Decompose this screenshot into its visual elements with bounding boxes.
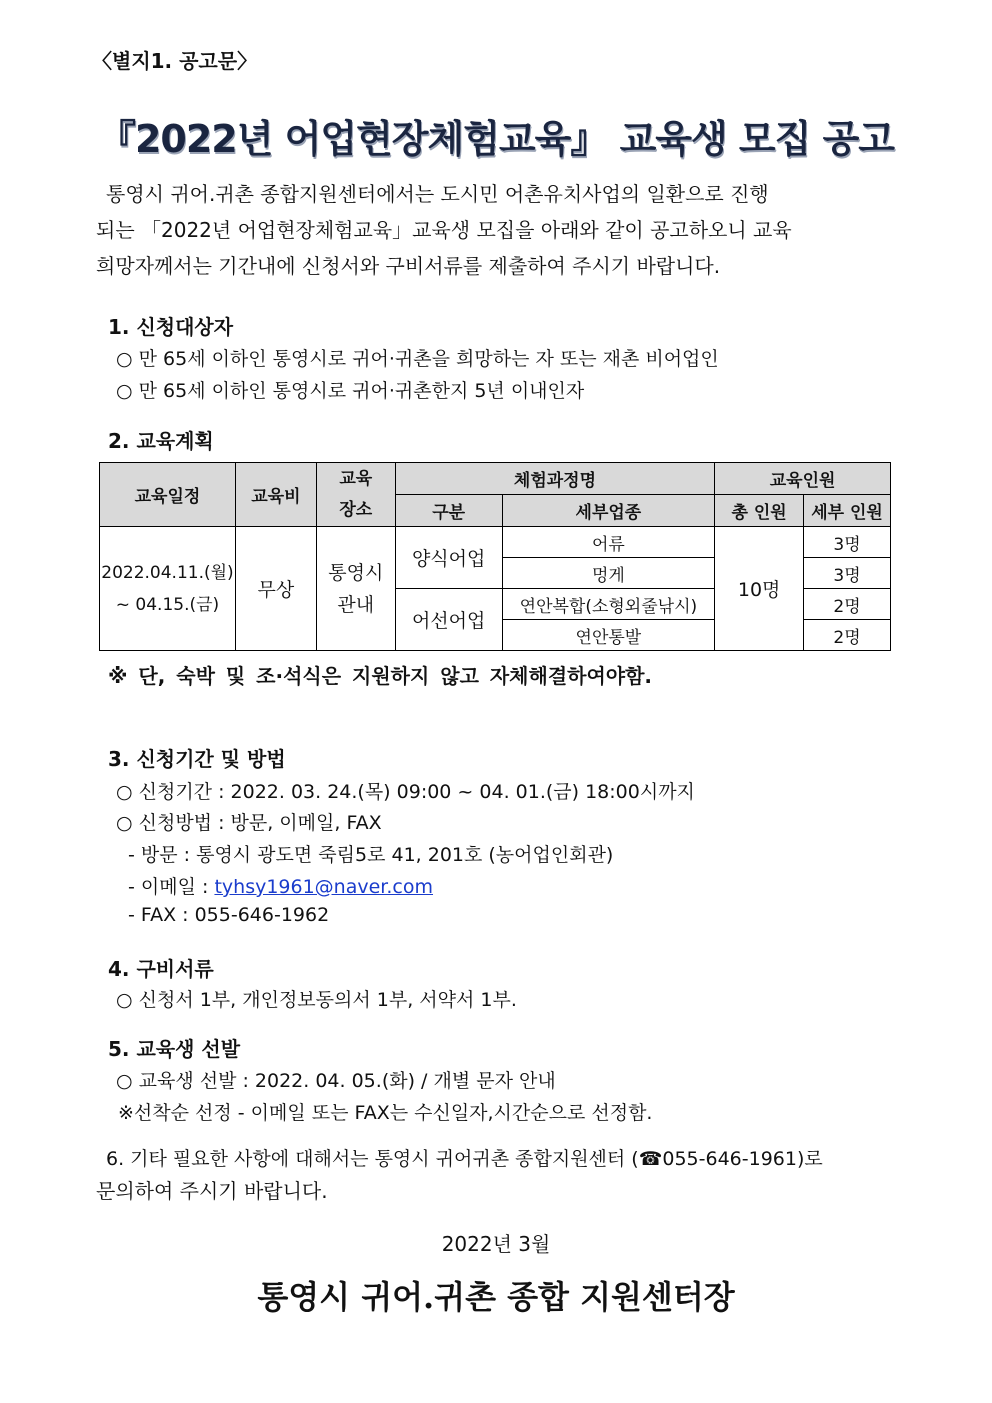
- header-schedule: 교육일정: [100, 463, 236, 527]
- section6-line-2: 문의하여 주시기 바랍니다.: [96, 1179, 328, 1203]
- email-label: - 이메일 :: [128, 876, 215, 898]
- cell-detail: 멍게: [502, 558, 715, 589]
- section3-email-line: [128, 872, 433, 899]
- header-fee: 교육비: [235, 463, 316, 527]
- header-people: 교육인원: [715, 463, 891, 495]
- section6-line-1: 6. 기타 필요한 사항에 대해서는 통영시 귀어귀촌 종합지원센터 (☎055-646-1961)로: [106, 1148, 823, 1170]
- section6-paragraph: [96, 1143, 896, 1207]
- section5-note: ※선착순 선정 - 이메일 또는 FAX는 수신일자,시간순으로 선정함.: [118, 1102, 653, 1124]
- education-plan-table: [99, 462, 891, 651]
- place-line-2: 관내: [337, 593, 375, 616]
- cell-detail-people: 3명: [804, 527, 891, 558]
- place-line-1: 통영시: [328, 561, 384, 584]
- cell-detail-people: 3명: [804, 558, 891, 589]
- header-place: [316, 463, 395, 527]
- cell-schedule: [100, 527, 236, 651]
- intro-paragraph: [96, 176, 896, 284]
- section2-note: ※ 단, 숙박 및 조·석식은 지원하지 않고 자체해결하여야함.: [108, 664, 653, 688]
- header-course: 체험과정명: [395, 463, 714, 495]
- section4-item: ○ 신청서 1부, 개인정보동의서 1부, 서약서 1부.: [116, 989, 517, 1011]
- email-link[interactable]: tyhsy1961@naver.com: [214, 876, 433, 898]
- cell-detail: 연안복합(소형외줄낚시): [502, 589, 715, 620]
- section3-heading: 3. 신청기간 및 방법: [108, 747, 286, 771]
- header-place-label: 교육 장소: [339, 468, 373, 520]
- cell-detail-people: 2명: [804, 589, 891, 620]
- section1-heading: 1. 신청대상자: [108, 315, 234, 339]
- schedule-line-2: ~ 04.15.(금): [115, 594, 220, 615]
- section3-fax: - FAX : 055-646-1962: [128, 904, 330, 926]
- section3-method: ○ 신청방법 : 방문, 이메일, FAX: [116, 812, 382, 834]
- cell-fee: 무상: [235, 527, 316, 651]
- schedule-line-1: 2022.04.11.(월): [101, 562, 234, 583]
- issue-date: 2022년 3월: [441, 1232, 551, 1256]
- signature: 통영시 귀어.귀촌 종합 지원센터장: [257, 1278, 735, 1316]
- header-total: 총 인원: [715, 495, 804, 527]
- cell-detail: 연안통발: [502, 620, 715, 651]
- attachment-label: 〈별지1. 공고문〉: [92, 49, 258, 73]
- cell-total: 10명: [715, 527, 804, 651]
- section3-period: ○ 신청기간 : 2022. 03. 24.(목) 09:00 ~ 04. 01.(금) 18:00시까지: [116, 781, 695, 803]
- section5-item: ○ 교육생 선발 : 2022. 04. 05.(화) / 개별 문자 안내: [116, 1070, 556, 1092]
- header-type: 구분: [395, 495, 502, 527]
- section4-heading: 4. 구비서류: [108, 957, 214, 981]
- page-title: 『2022년 어업현장체험교육』 교육생 모집 공고: [97, 117, 894, 161]
- header-detail-people: 세부 인원: [804, 495, 891, 527]
- header-detail: 세부업종: [502, 495, 715, 527]
- cell-place: [316, 527, 395, 651]
- cell-type-a: 양식어업: [395, 527, 502, 589]
- section2-heading: 2. 교육계획: [108, 429, 214, 453]
- intro-line-1: 통영시 귀어.귀촌 종합지원센터에서는 도시민 어촌유치사업의 일환으로 진행: [106, 182, 769, 206]
- intro-line-3: 희망자께서는 기간내에 신청서와 구비서류를 제출하여 주시기 바랍니다.: [96, 254, 721, 278]
- section5-heading: 5. 교육생 선발: [108, 1037, 241, 1061]
- section3-visit: - 방문 : 통영시 광도면 죽림5로 41, 201호 (농어업인회관): [128, 844, 614, 866]
- cell-type-b: 어선어업: [395, 589, 502, 651]
- section1-item-2: ○ 만 65세 이하인 통영시로 귀어·귀촌한지 5년 이내인자: [116, 380, 585, 402]
- intro-line-2: 되는 「2022년 어업현장체험교육」교육생 모집을 아래와 같이 공고하오니 교육: [96, 218, 792, 242]
- section1-item-1: ○ 만 65세 이하인 통영시로 귀어·귀촌을 희망하는 자 또는 재촌 비어업인: [116, 348, 719, 370]
- cell-detail-people: 2명: [804, 620, 891, 651]
- cell-detail: 어류: [502, 527, 715, 558]
